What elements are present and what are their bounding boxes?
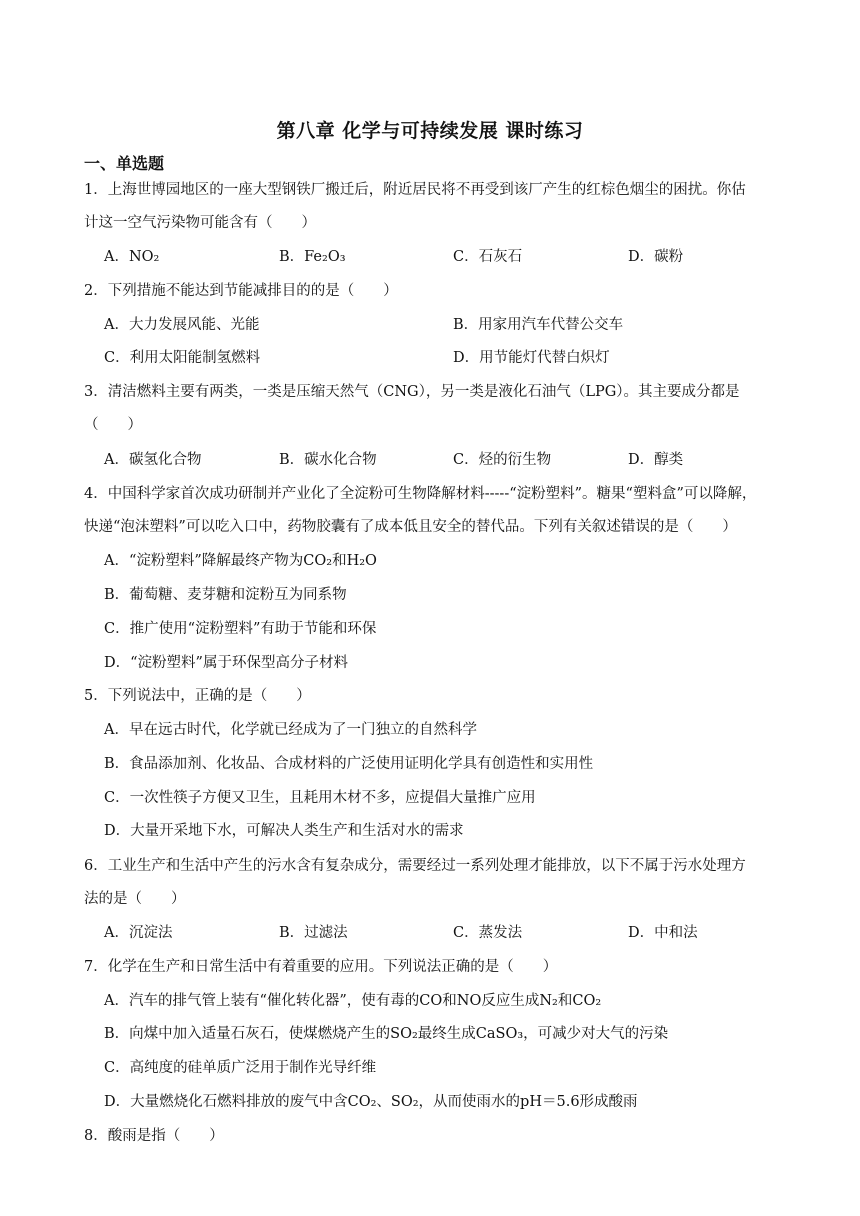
question-1-text-cont: 计这一空气污染物可能含有（ ）: [84, 215, 316, 231]
question-5-option-c: C．一次性筷子方便又卫生，且耗用木材不多，应提倡大量推广应用: [104, 790, 536, 806]
section-heading: 一、单选题: [84, 154, 165, 173]
question-6-option-c: C．蒸发法: [453, 925, 523, 941]
question-4-option-c: C．推广使用“淀粉塑料”有助于节能和环保: [104, 621, 377, 637]
question-4-text-cont: 快递“泡沫塑料”可以吃入口中，药物胶囊有了成本低且安全的替代品。下列有关叙述错误的是（ ）: [84, 519, 737, 535]
question-3-option-b: B．碳水化合物: [279, 452, 377, 468]
question-1-option-b: B．Fe₂O₃: [279, 249, 346, 265]
question-5-option-d: D．大量开采地下水，可解决人类生产和生活对水的需求: [104, 823, 464, 839]
question-2-option-b: B．用家用汽车代替公交车: [453, 317, 624, 333]
question-4-option-b: B．葡萄糖、麦芽糖和淀粉互为同系物: [104, 587, 347, 603]
question-4-text: 4．中国科学家首次成功研制并产业化了全淀粉可生物降解材料-----“淀粉塑料”。糖果“塑料盒”可以降解，: [84, 486, 757, 502]
question-7-text: 7．化学在生产和日常生活中有着重要的应用。下列说法正确的是（ ）: [84, 959, 558, 975]
question-7-option-c: C．高纯度的硅单质广泛用于制作光导纤维: [104, 1060, 377, 1076]
question-1-option-c: C．石灰石: [453, 249, 523, 265]
question-6-text: 6．工业生产和生活中产生的污水含有复杂成分，需要经过一系列处理才能排放，以下不属于污水处理方: [84, 858, 746, 874]
question-2-option-d: D．用节能灯代替白炽灯: [453, 350, 610, 366]
question-3-text-cont: （ ）: [84, 417, 142, 433]
question-3-option-c: C．烃的衍生物: [453, 452, 552, 468]
question-1-text: 1．上海世博园地区的一座大型钢铁厂搬迁后，附近居民将不再受到该厂产生的红棕色烟尘的困扰。你估: [84, 182, 746, 198]
question-8-text: 8．酸雨是指（ ）: [84, 1128, 224, 1144]
question-4-option-a: A．“淀粉塑料”降解最终产物为CO₂和H₂O: [104, 553, 377, 569]
page-title: 第八章 化学与可持续发展 课时练习: [276, 120, 584, 142]
question-1-option-a: A．NO₂: [104, 249, 160, 265]
question-3-option-a: A．碳氢化合物: [104, 452, 202, 468]
question-3-option-d: D．醇类: [628, 452, 684, 468]
question-7-option-d: D．大量燃烧化石燃料排放的废气中含CO₂、SO₂，从而使雨水的pH＝5.6形成酸雨: [104, 1094, 638, 1110]
question-2-option-c: C．利用太阳能制氢燃料: [104, 350, 261, 366]
question-7-option-b: B．向煤中加入适量石灰石，使煤燃烧产生的SO₂最终生成CaSO₃，可减少对大气的污染: [104, 1026, 669, 1042]
question-2-text: 2．下列措施不能达到节能减排目的的是（ ）: [84, 283, 398, 299]
question-6-option-a: A．沉淀法: [104, 925, 173, 941]
question-3-text: 3．清洁燃料主要有两类，一类是压缩天然气（CNG），另一类是液化石油气（LPG）。其主要成分都是: [84, 384, 740, 400]
question-6-text-cont: 法的是（ ）: [84, 891, 186, 907]
question-1-option-d: D．碳粉: [628, 249, 684, 265]
question-6-option-b: B．过滤法: [279, 925, 348, 941]
question-7-option-a: A．汽车的排气管上装有“催化转化器”，使有毒的CO和NO反应生成N₂和CO₂: [104, 993, 602, 1009]
question-4-option-d: D．“淀粉塑料”属于环保型高分子材料: [104, 655, 348, 671]
question-5-option-a: A．早在远古时代，化学就已经成为了一门独立的自然科学: [104, 722, 477, 738]
question-2-option-a: A．大力发展风能、光能: [104, 317, 260, 333]
question-6-option-d: D．中和法: [628, 925, 698, 941]
question-5-option-b: B．食品添加剂、化妆品、合成材料的广泛使用证明化学具有创造性和实用性: [104, 756, 594, 772]
question-5-text: 5．下列说法中，正确的是（ ）: [84, 688, 311, 704]
